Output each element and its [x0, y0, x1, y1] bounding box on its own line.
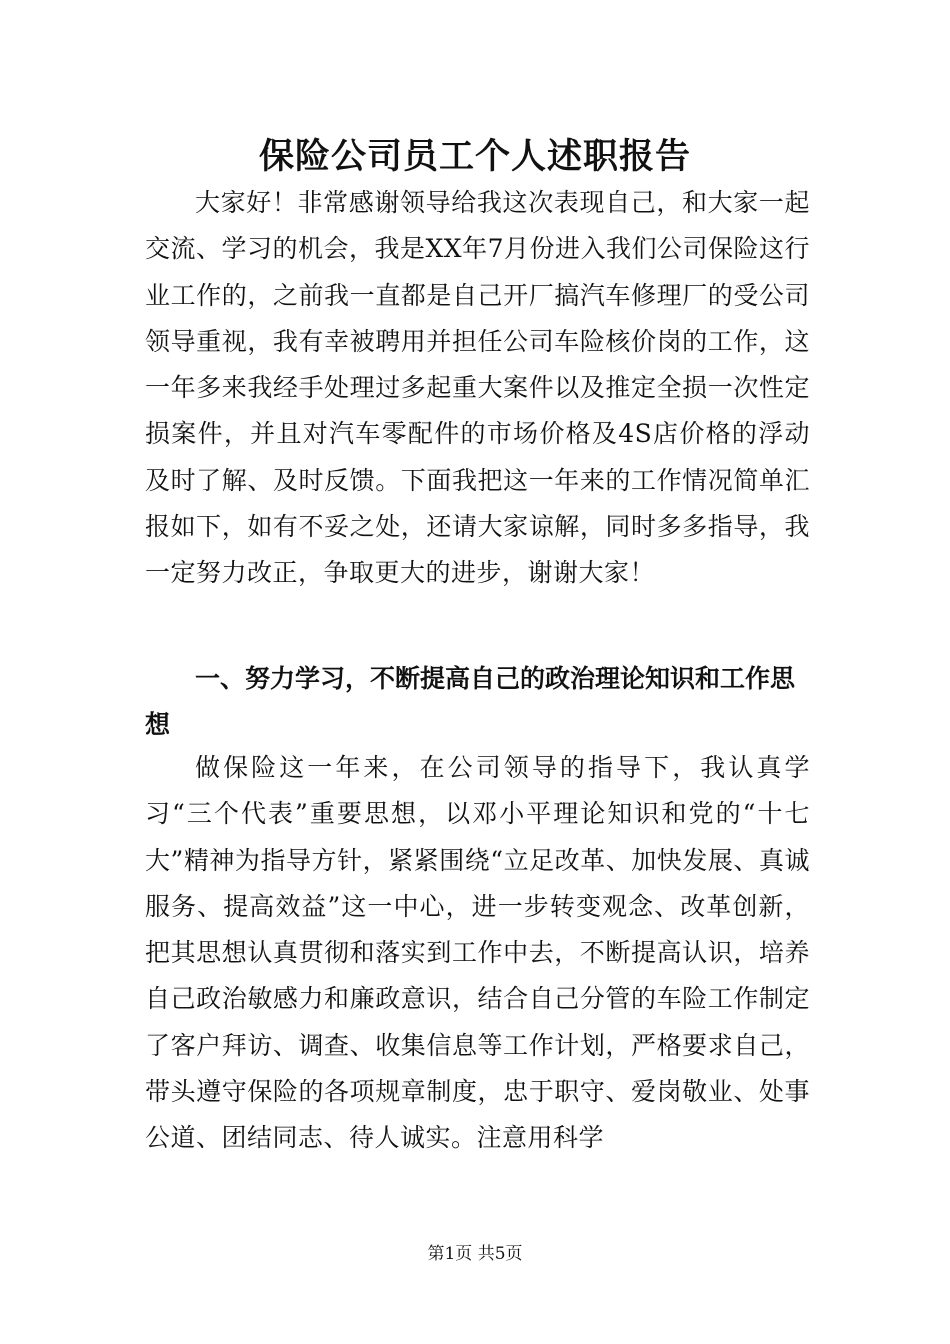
document-title: 保险公司员工个人述职报告 [258, 136, 691, 177]
intro-paragraph: 大家好！非常感谢领导给我这次表现自己，和大家一起交流、学习的机会，我是XX年7月份进入我们公司保险这行业工作的，之前我一直都是自己开厂搞汽车修理厂的受公司领导重视，我有幸被聘用并担任公司车险核价岗的工作，这一年多来我经手处理过多起重大案件以及推定全损一次性定损案件，并且对汽车零配件的市场价格及4S店价格的浮动及时了解、及时反馈。下面我把这一年来的工作情况简单汇报如下，如有不妥之处，还请大家谅解，同时多多指导，我一定努力改正，争取更大的进步，谢谢大家！ [145, 188, 811, 588]
page-footer: 第1页 共5页 [427, 1244, 523, 1264]
section-1-paragraph: 做保险这一年来，在公司领导的指导下，我认真学习“三个代表”重要思想，以邓小平理论知识和党的“十七大”精神为指导方针，紧紧围绕“立足改革、加快发展、真诚服务、提高效益”这一中心，进一步转变观念、改革创新，把其思想认真贯彻和落实到工作中去，不断提高认识，培养自己政治敏感力和廉政意识，结合自己分管的车险工作制定了客户拜访、调查、收集信息等工作计划，严格要求自己，带头遵守保险的各项规章制度，忠于职守、爱岗敬业、处事公道、团结同志、待人诚实。注意用科学 [145, 753, 810, 1153]
section-heading-1: 一、努力学习，不断提高自己的政治理论知识和工作思想 [145, 664, 796, 739]
